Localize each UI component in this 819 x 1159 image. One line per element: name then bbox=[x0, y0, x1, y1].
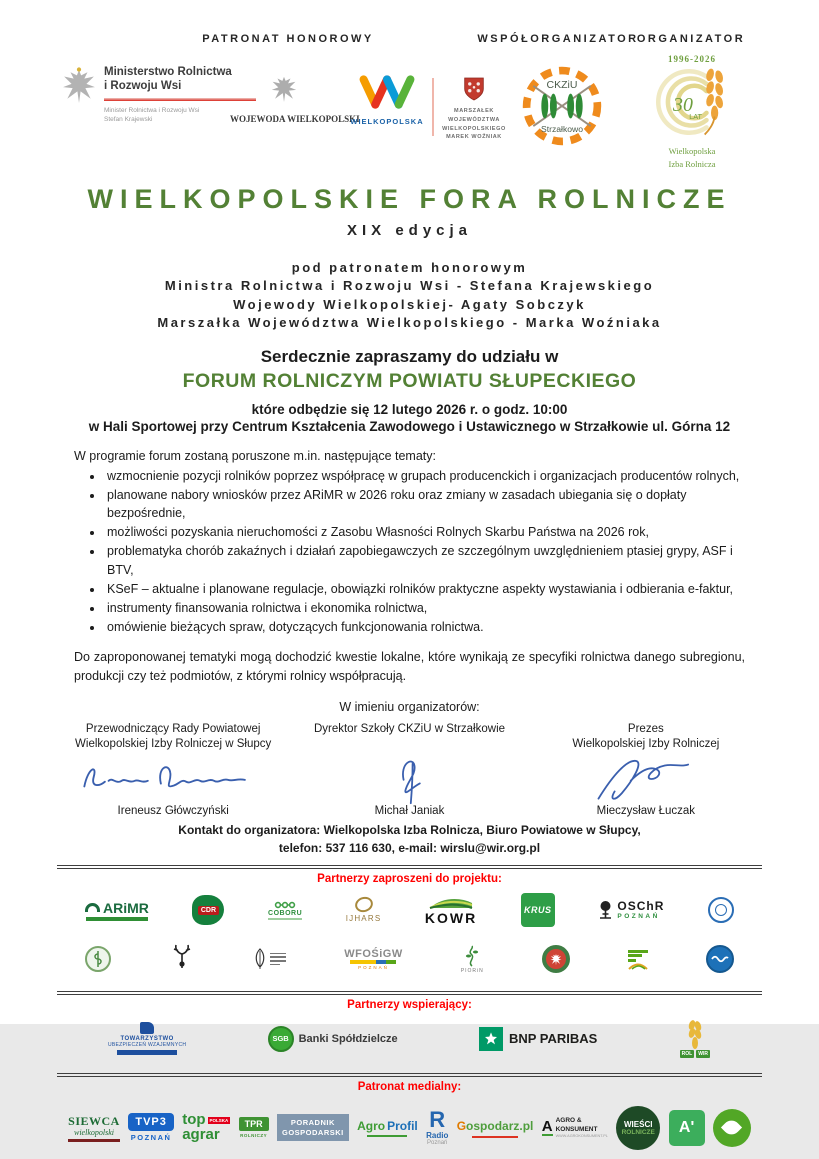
signatory-title bbox=[528, 722, 764, 752]
ijhars-logo bbox=[346, 897, 382, 923]
field-stripe bbox=[628, 954, 642, 957]
poradnik-gospodarski-logo bbox=[277, 1114, 349, 1142]
event-location: w Hali Sportowej przy Centrum Kształcenia Zawodowego i Ustawicznego w Strzałkowie ul. Górna 12 bbox=[88, 418, 731, 434]
contact-line1: Kontakt do organizatora: Wielkopolska Izba Rolnicza, Biuro Powiatowe w Słupcy, bbox=[178, 822, 641, 837]
page-title: WIELKOPOLSKIE FORA ROLNICZE bbox=[87, 184, 732, 214]
eagle-icon bbox=[62, 66, 96, 106]
wfosigw-label: WFOŚiGW bbox=[344, 948, 403, 960]
patronage-intro: pod patronatem honorowym bbox=[291, 260, 528, 275]
wiesci-word: WIEŚCI bbox=[624, 1119, 653, 1129]
agro-konsument-url: WWW.AGROKONSUMENT.PL bbox=[555, 1133, 608, 1138]
kowr-logo bbox=[425, 895, 477, 925]
signatory-name: Michał Janiak bbox=[374, 804, 445, 817]
kowr-label: KOWR bbox=[424, 910, 478, 926]
ckziu-strzalkowo-logo bbox=[518, 62, 606, 155]
event-title: FORUM ROLNICZYM POWIATU SŁUPECKIEGO bbox=[182, 369, 637, 392]
signature-ink-icon bbox=[75, 758, 271, 798]
a-prime-logo bbox=[669, 1110, 705, 1146]
coboru-label: COBORU bbox=[268, 909, 303, 917]
veterinary-inspection-logo bbox=[85, 946, 111, 972]
wheat-icon bbox=[686, 1020, 704, 1050]
top-agrar-word1: top bbox=[182, 1111, 206, 1129]
signature-image bbox=[55, 752, 291, 804]
sgb-circle-icon bbox=[268, 1026, 294, 1052]
siewca-logo bbox=[68, 1114, 120, 1142]
bnp-paribas-logo bbox=[479, 1027, 597, 1051]
signatures-row bbox=[55, 722, 764, 819]
wir-30-label: 30 bbox=[673, 94, 693, 117]
marszalek-logo bbox=[442, 76, 506, 142]
wspolorganizator-label: WSPÓŁORGANIZATOR bbox=[477, 33, 639, 45]
radio-r-mark: R bbox=[429, 1107, 446, 1132]
marszalek-line4: MAREK WOŹNIAK bbox=[446, 134, 502, 141]
program-item: • problematyka chorób zakaźnych i działań zapobiegawczych ze szczególnym uwzględnieniem ptasiej grypy, ASF i BTV, bbox=[104, 542, 745, 578]
wielkopolska-label: WIELKOPOLSKA bbox=[350, 117, 424, 126]
radio-word: Radio bbox=[426, 1131, 449, 1140]
invited-partners-row1 bbox=[85, 887, 734, 934]
edition-label: XIX edycja bbox=[346, 222, 473, 239]
invitation-line: Serdecznie zapraszamy do udziału w bbox=[260, 346, 559, 366]
coboru-chain-icon bbox=[274, 901, 296, 909]
ministry-name-line2: i Rozwoju Wsi bbox=[104, 79, 182, 92]
sgb-label: SGB bbox=[272, 1034, 289, 1043]
wir-lat-label: LAT bbox=[689, 112, 702, 122]
minister-person: Stefan Krajewski bbox=[104, 116, 153, 124]
wir-name bbox=[642, 145, 742, 171]
state-eagle-seal-logo bbox=[542, 945, 570, 973]
patronage-line-minister: Ministra Rolnictwa i Rozwoju Wsi - Stefana Krajewskiego bbox=[164, 278, 655, 294]
coboru-logo bbox=[268, 901, 302, 920]
program-item: • instrumenty finansowania rolnictwa i ekonomika rolnictwa, bbox=[104, 599, 745, 617]
text-line bbox=[270, 956, 286, 958]
marszalek-line1: MARSZAŁEK bbox=[454, 108, 494, 114]
tpr-badge: TPR bbox=[239, 1117, 269, 1131]
gospodarz-rest: ospodarz.pl bbox=[466, 1119, 534, 1133]
on-behalf-label: W imieniu organizatorów: bbox=[339, 699, 480, 714]
krus-label: KRUS bbox=[524, 905, 552, 915]
tuw-name-line1: TOWARZYSTWO bbox=[120, 1036, 174, 1042]
rolnicze-word: ROLNICZE bbox=[621, 1128, 655, 1136]
agro-konsument-line2: KONSUMENT bbox=[555, 1125, 598, 1133]
invited-partners-heading: Partnerzy zaproszeni do projektu: bbox=[317, 872, 502, 885]
contact-line2: telefon: 537 116 630, e-mail: wirslu@wir.org.pl bbox=[278, 840, 541, 855]
wave-icon bbox=[711, 954, 729, 964]
sgb-text: Banki Spółdzielcze bbox=[298, 1032, 398, 1045]
gospodarz-tagline-bar bbox=[472, 1136, 518, 1138]
tvp3-city-label: POZNAŃ bbox=[130, 1133, 172, 1142]
signature-ink-icon bbox=[585, 752, 707, 804]
krus-logo bbox=[521, 893, 555, 927]
wojewoda-label: WOJEWODA WIELKOPOLSKI bbox=[230, 114, 360, 124]
text-line bbox=[270, 953, 286, 955]
arimr-logo bbox=[85, 900, 149, 921]
signatory-title-line1: Prezes bbox=[627, 722, 664, 735]
coboru-bar bbox=[268, 918, 302, 920]
field-stripe bbox=[628, 950, 648, 953]
gospodarz-pl-logo bbox=[457, 1117, 534, 1138]
antlers-icon bbox=[169, 944, 195, 970]
wielkopolska-logo bbox=[350, 74, 424, 126]
signatory-title-line1: Dyrektor Szkoły CKZiU w Strzałkowie bbox=[313, 722, 506, 735]
wodr-logo bbox=[628, 948, 648, 970]
poradnik-line2: GOSPODARSKI bbox=[281, 1127, 344, 1137]
tuw-bar bbox=[117, 1050, 177, 1055]
oschr-tree-icon bbox=[598, 900, 613, 920]
section-divider bbox=[57, 991, 762, 995]
ckziu-label: CKZiU bbox=[546, 78, 578, 91]
signatory-chairman bbox=[55, 722, 291, 819]
tvp3-poznan-logo bbox=[128, 1113, 174, 1142]
strzalkowo-label: Strzałkowo bbox=[540, 123, 584, 134]
wielkopolska-izba-rolnicza-logo bbox=[642, 54, 742, 171]
section-divider bbox=[57, 1073, 762, 1077]
wfosigw-stripes-icon bbox=[350, 960, 396, 964]
siewca-bar bbox=[68, 1139, 120, 1142]
ijhars-emblem-icon bbox=[353, 895, 375, 915]
wojewoda-wielkopolski-logo bbox=[230, 74, 360, 124]
signatory-director bbox=[291, 722, 527, 819]
siewca-title: SIEWCA bbox=[68, 1113, 120, 1128]
wiesci-rolnicze-logo bbox=[616, 1106, 660, 1150]
program-intro: W programie forum zostaną poruszone m.in. następujące tematy: bbox=[74, 448, 436, 463]
tpr-logo bbox=[239, 1117, 269, 1138]
gospodarz-g: G bbox=[456, 1119, 467, 1133]
rdos-logo bbox=[253, 948, 286, 970]
agro-konsument-line1: AGRO & bbox=[555, 1117, 582, 1125]
arimr-label: ARiMR bbox=[103, 899, 149, 916]
hunting-association-pzl-logo bbox=[169, 944, 195, 975]
organizator-label: ORGANIZATOR bbox=[636, 33, 746, 45]
program-list bbox=[74, 467, 745, 636]
eagle-icon bbox=[271, 74, 297, 104]
wir-name-line2: Izba Rolnicza bbox=[668, 158, 716, 169]
sgb-logo bbox=[268, 1026, 398, 1052]
program-item: • planowane nabory wniosków przez ARiMR w 2026 roku oraz zmiany w zasadach ubiegania się o dopłaty bezpośrednie, bbox=[104, 486, 745, 522]
invited-partners-row2 bbox=[85, 936, 734, 983]
signatory-title-line2: Wielkopolskiej Izby Rolniczej w Słupcy bbox=[75, 737, 272, 750]
white-eagle-icon bbox=[550, 953, 562, 966]
seal-inner-icon bbox=[715, 904, 727, 916]
signatory-name: Ireneusz Główczyński bbox=[117, 804, 229, 817]
supporting-partners-heading: Partnerzy wspierający: bbox=[347, 998, 472, 1011]
tuw-logo bbox=[108, 1022, 186, 1055]
bnp-star-icon bbox=[479, 1027, 503, 1051]
profil-word: Profil bbox=[387, 1118, 418, 1133]
agro-konsument-logo bbox=[542, 1117, 608, 1137]
agro-word: Agro bbox=[357, 1118, 386, 1133]
program-item: • możliwości pozyskania nieruchomości z Zasobu Własności Rolnych Skarbu Państwa na 2026 rok, bbox=[104, 523, 745, 541]
field-arc-icon bbox=[628, 962, 648, 970]
roles-header bbox=[0, 0, 819, 52]
marszalek-text bbox=[442, 107, 506, 142]
text-line bbox=[270, 964, 280, 966]
leaf-icon bbox=[721, 1117, 742, 1138]
signatory-title bbox=[291, 722, 527, 752]
radio-poznan-logo bbox=[426, 1109, 448, 1146]
text-line bbox=[270, 960, 286, 962]
wir-name-line1: Wielkopolska bbox=[668, 146, 716, 156]
signature-image bbox=[528, 752, 764, 804]
signatory-title bbox=[55, 722, 291, 752]
crest-icon bbox=[463, 76, 485, 102]
signature-ink-icon bbox=[372, 751, 446, 805]
wir-30-lat-emblem-icon bbox=[654, 64, 730, 140]
program-item: • omówienie bieżących spraw, dotyczących funkcjonowania rolnictwa. bbox=[104, 618, 745, 636]
marszalek-line2: WOJEWÓDZTWA bbox=[448, 116, 500, 123]
poradnik-line1: PORADNIK bbox=[290, 1117, 335, 1127]
top-logos-row bbox=[0, 52, 819, 170]
rdos-text-lines bbox=[270, 953, 286, 965]
minister-title: Minister Rolnictwa i Rozwoju Wsi bbox=[104, 106, 200, 114]
marszalek-line3: WIELKOPOLSKIEGO bbox=[442, 125, 506, 132]
ak-monogram: A bbox=[541, 1118, 553, 1135]
patronat-honorowy-label: PATRONAT HONOROWY bbox=[202, 33, 374, 45]
organizer-contact bbox=[0, 821, 819, 857]
arimr-arch-icon bbox=[85, 903, 100, 912]
caduceus-icon bbox=[91, 950, 105, 968]
patronage-line-wojewoda: Wojewody Wielkopolskiej- Agaty Sobczyk bbox=[233, 296, 586, 312]
program-section bbox=[74, 447, 745, 636]
rol-label: ROL bbox=[681, 1050, 693, 1057]
ijhars-label: IJHARS bbox=[345, 914, 382, 923]
plant-vine-icon bbox=[464, 945, 480, 967]
agro-profil-bar bbox=[367, 1135, 407, 1137]
program-item: • wzmocnienie pozycji rolników poprzez współpracę w grupach producenckich i organizacjach producentów rolnych, bbox=[104, 467, 745, 485]
ckziu-emblem-icon bbox=[518, 62, 606, 150]
piorin-label: PIORiN bbox=[460, 967, 484, 974]
signatory-president bbox=[528, 722, 764, 819]
ministry-of-agriculture-logo bbox=[62, 66, 256, 125]
siewca-subtitle: wielkopolski bbox=[74, 1127, 114, 1137]
oschr-city-label: POZNAŃ bbox=[617, 913, 660, 920]
a-prime-label: A' bbox=[678, 1118, 695, 1136]
top-agrar-word2: agrar bbox=[182, 1125, 220, 1143]
wielkopolska-w-icon bbox=[358, 74, 416, 110]
program-item: • KSeF – aktualne i planowane regulacje, obowiązki rolników praktyczne aspekty wystawiania i odbierania e-faktur, bbox=[104, 580, 745, 598]
water-authority-logo bbox=[706, 945, 734, 973]
ministry-name-line1: Ministerstwo Rolnictwa bbox=[104, 66, 232, 78]
agro-profil-logo bbox=[357, 1119, 418, 1137]
arimr-bar bbox=[86, 917, 148, 921]
tuw-name-line2: UBEZPIECZEŃ WZAJEMNYCH bbox=[108, 1042, 187, 1048]
media-patronage-heading: Patronat medialny: bbox=[357, 1080, 462, 1093]
local-topics-note: Do zaproponowanej tematyki mogą dochodzić kwestie lokalne, które wynikają ze specyfiki rolnictwa danego subregionu, produkcji czy też podmiotów, z którymi rolnicy współpracują. bbox=[74, 650, 745, 683]
patronage-block bbox=[0, 259, 819, 333]
wfosigw-poznan-logo bbox=[344, 948, 403, 970]
tvp3-badge: TVP3 bbox=[128, 1113, 174, 1131]
tpr-sub-label: ROLNICZY bbox=[240, 1133, 268, 1138]
section-divider bbox=[57, 865, 762, 869]
blue-seal-institution-logo bbox=[708, 897, 734, 923]
green-leaf-logo bbox=[713, 1109, 751, 1147]
signature-image bbox=[291, 752, 527, 804]
rol-wir-logo bbox=[679, 1020, 711, 1058]
signatory-title-line2: Wielkopolskiej Izby Rolniczej bbox=[572, 737, 720, 750]
tuw-mark-icon bbox=[140, 1022, 154, 1034]
leaf-outline-icon bbox=[253, 948, 267, 970]
bnp-label: BNP PARIBAS bbox=[508, 1031, 598, 1046]
piorin-logo bbox=[461, 945, 484, 974]
event-datetime: które odbędzie się 12 lutego 2026 r. o godz. 10:00 bbox=[251, 401, 568, 417]
signatory-title-line1: Przewodniczący Rady Powiatowej bbox=[85, 722, 261, 735]
media-patrons-row bbox=[68, 1097, 751, 1159]
polska-badge: POLSKA bbox=[209, 1117, 229, 1123]
poznan-word: Poznań bbox=[427, 1140, 448, 1146]
kowr-field-icon bbox=[428, 895, 474, 910]
supporting-partners-row bbox=[108, 1013, 711, 1065]
cdr-label: CDR bbox=[198, 906, 219, 915]
oschr-label: OSChR bbox=[617, 899, 665, 913]
logo-divider bbox=[432, 78, 434, 136]
top-agrar-logo bbox=[182, 1113, 230, 1142]
wfosigw-city-label: POZNAŃ bbox=[358, 965, 389, 970]
oschr-poznan-logo bbox=[598, 900, 664, 920]
patronage-line-marszalek: Marszałka Województwa Wielkopolskiego - Marka Woźniaka bbox=[157, 315, 662, 331]
cdr-logo bbox=[192, 895, 224, 925]
wir-years: 1996-2026 bbox=[668, 54, 716, 64]
signatory-name: Mieczysław Łuczak bbox=[596, 804, 696, 817]
wir-label: WIR bbox=[698, 1050, 708, 1057]
